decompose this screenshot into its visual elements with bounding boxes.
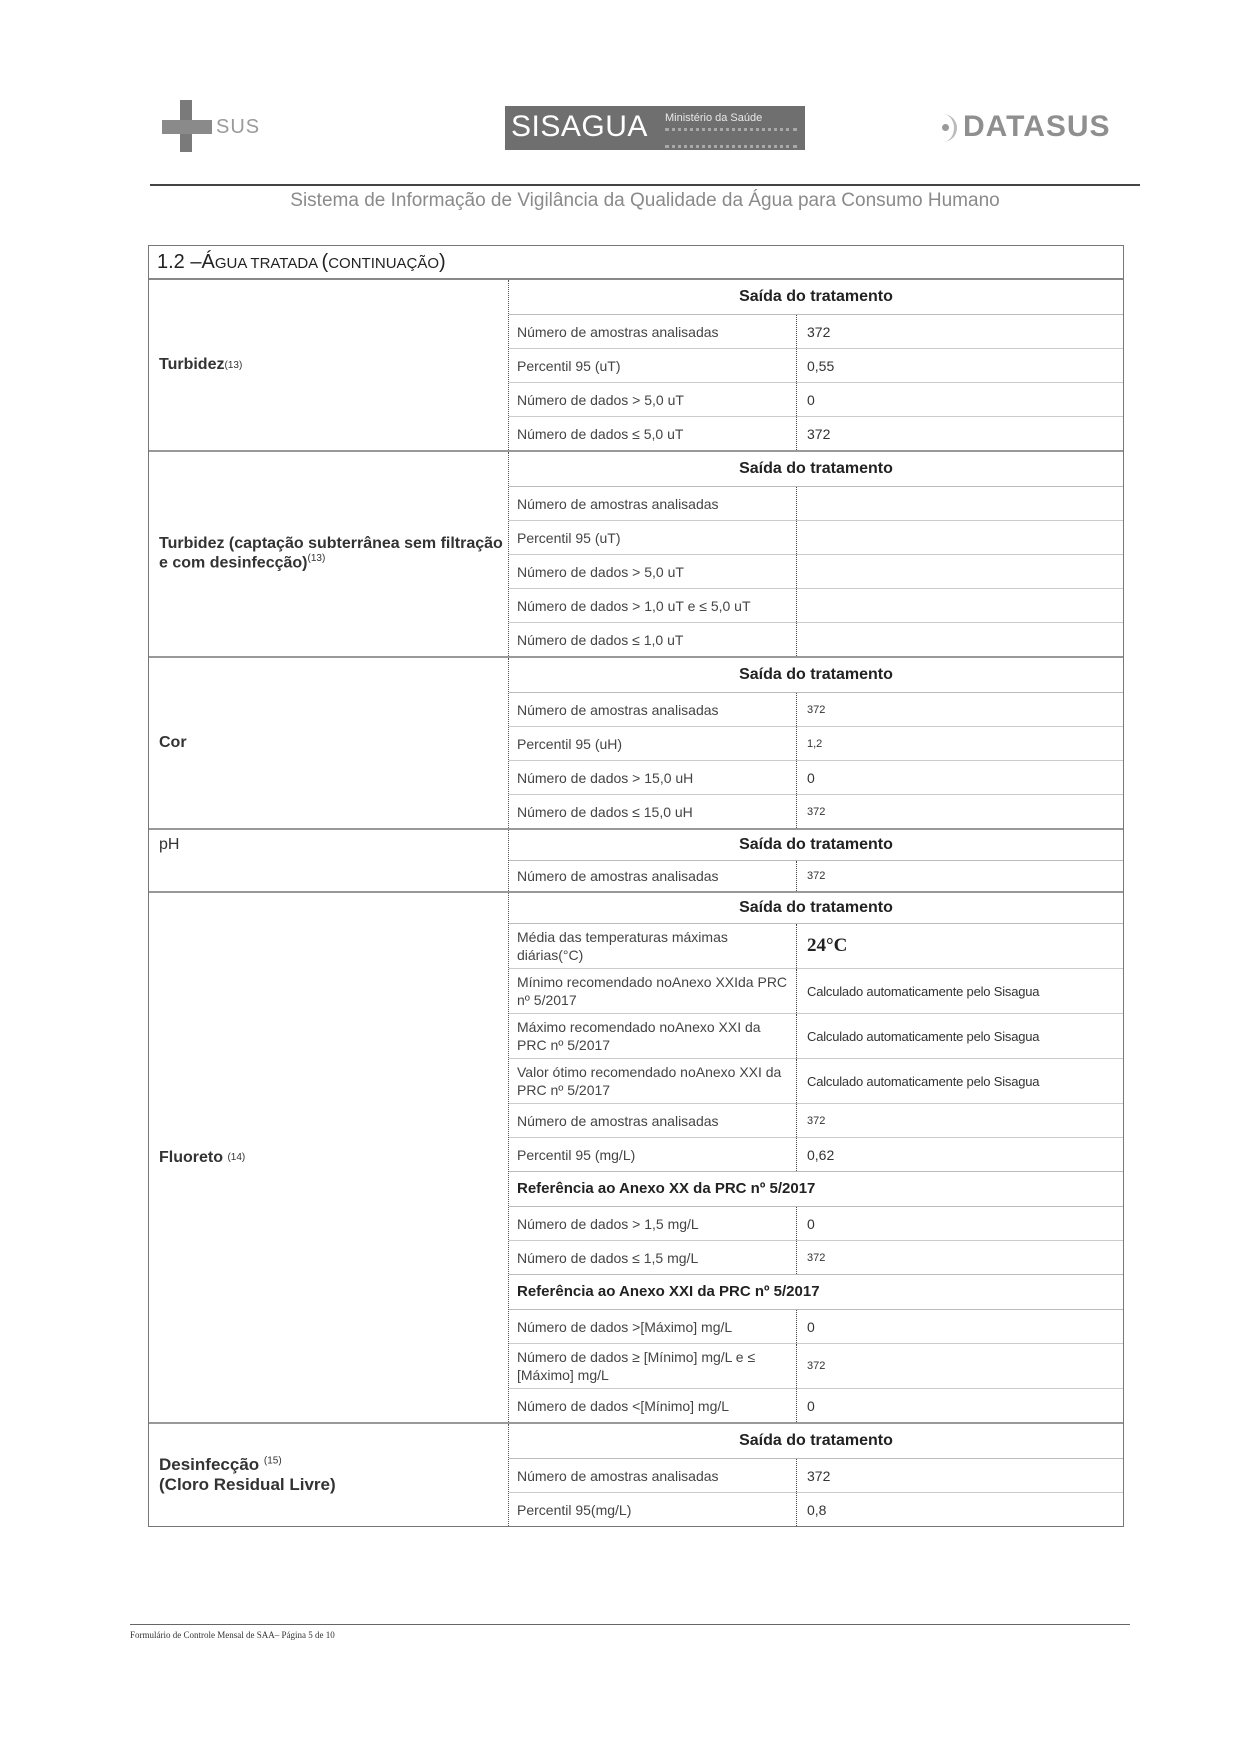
value-field[interactable]: 372	[807, 1251, 826, 1264]
parameter-label: pH	[149, 830, 509, 891]
datasus-logo	[940, 110, 1111, 144]
value-field[interactable]: 372	[807, 805, 826, 818]
value-field[interactable]: 372	[807, 1467, 831, 1484]
table-row: Número de dados ≤ 15,0 uH 372	[509, 795, 1123, 828]
table-row: Número de amostras analisadas 372	[509, 1104, 1123, 1138]
datasus-logo-text: DATASUS	[963, 110, 1111, 143]
sus-logo-text: SUS	[216, 116, 261, 138]
section-turbidez	[149, 280, 1123, 452]
page-header	[150, 98, 1130, 170]
water-quality-table	[148, 245, 1124, 1527]
parameter-label: Desinfecção $^{(15)}$ (Cloro Residual Livre)	[149, 1424, 509, 1526]
system-subtitle: Sistema de Informação de Vigilância da Qualidade da Água para Consumo Humano	[290, 190, 1000, 211]
column-heading: Saída do tratamento	[509, 452, 1123, 487]
column-heading: Saída do tratamento	[509, 893, 1123, 924]
datasus-mark-icon	[940, 114, 957, 142]
header-divider	[150, 184, 1140, 186]
value-field[interactable]: 0,55	[807, 357, 835, 374]
table-row: Percentil 95(mg/L) 0,8	[509, 1493, 1123, 1526]
table-row: Número de amostras analisadas 372	[509, 1459, 1123, 1493]
ministry-text: Ministério da Saúde	[665, 112, 763, 124]
reference-heading-anexo-xxi: Referência ao Anexo XXI da PRC nº 5/2017	[509, 1275, 1123, 1310]
table-row: Número de dados > 5,0 uT 0	[509, 383, 1123, 417]
table-row: Número de dados ≤ 1,0 uT	[509, 623, 1123, 656]
value-field[interactable]	[797, 487, 1123, 520]
table-row: Número de dados > 15,0 uH 0	[509, 761, 1123, 795]
table-row: Número de dados > 5,0 uT	[509, 555, 1123, 589]
value-field[interactable]	[797, 555, 1123, 588]
sus-logo	[158, 100, 298, 160]
table-row: Número de dados > 1,0 uT e ≤ 5,0 uT	[509, 589, 1123, 623]
table-row: Número de dados <[Mínimo] mg/L 0	[509, 1389, 1123, 1422]
parameter-label: Turbidez (captação subterrânea sem filtração e com desinfecção)$^{(13)}$	[149, 452, 509, 656]
table-row: Número de dados >[Máximo] mg/L 0	[509, 1310, 1123, 1344]
value-field[interactable]: 372	[807, 703, 826, 716]
value-field[interactable]: 372	[807, 323, 831, 340]
table-row: Número de amostras analisadas	[509, 487, 1123, 521]
column-heading: Saída do tratamento	[509, 1424, 1123, 1459]
table-row: Percentil 95 (uT) 0,55	[509, 349, 1123, 383]
section-fluoreto	[149, 893, 1123, 1424]
sisagua-logo-text: SISAGUA	[511, 110, 648, 143]
value-field[interactable]	[797, 589, 1123, 622]
value-field[interactable]: 0	[807, 1215, 815, 1232]
parameter-label: Turbidez (13)	[149, 280, 509, 450]
footer-divider	[130, 1624, 1130, 1625]
value-field: Calculado automaticamente pelo Sisagua	[807, 1073, 1040, 1089]
reference-heading-anexo-xx: Referência ao Anexo XX da PRC nº 5/2017	[509, 1172, 1123, 1207]
value-field[interactable]: 0,8	[807, 1501, 827, 1518]
table-row: Número de dados ≤ 5,0 uT 372	[509, 417, 1123, 450]
parameter-label: Cor	[149, 658, 509, 828]
page-footer: Formulário de Controle Mensal de SAA– Página 5 de 10	[130, 1630, 335, 1640]
value-field[interactable]: 372	[807, 1360, 826, 1372]
table-row: Percentil 95 (mg/L) 0,62	[509, 1138, 1123, 1172]
value-field[interactable]: 372	[807, 1114, 826, 1127]
section-title: 1.2 –ÁGUA TRATADA (CONTINUAÇÃO)	[149, 246, 1123, 280]
table-row: Percentil 95 (uT)	[509, 521, 1123, 555]
section-ph	[149, 830, 1123, 893]
value-field[interactable]	[797, 521, 1123, 554]
section-cor	[149, 658, 1123, 830]
table-row: Percentil 95 (uH) 1,2	[509, 727, 1123, 761]
sisagua-logo	[505, 106, 805, 150]
table-row: Mínimo recomendado noAnexo XXIda PRC nº 5/2017 Calculado automaticamente pelo Sisagua	[509, 969, 1123, 1014]
section-desinfeccao	[149, 1424, 1123, 1526]
logo-fine-print	[665, 128, 797, 148]
table-row: Número de dados ≤ 1,5 mg/L 372	[509, 1241, 1123, 1275]
table-row: Valor ótimo recomendado noAnexo XXI da PRC nº 5/2017 Calculado automaticamente pelo Sisagua	[509, 1059, 1123, 1104]
table-row: Número de amostras analisadas 372	[509, 861, 1123, 891]
value-field[interactable]: 1,2	[807, 737, 823, 750]
sus-cross-bar	[162, 120, 212, 134]
value-field[interactable]: 0	[807, 391, 815, 408]
parameter-label: Fluoreto (14)	[149, 893, 509, 1422]
table-row: Número de amostras analisadas 372	[509, 315, 1123, 349]
column-heading: Saída do tratamento	[509, 280, 1123, 315]
value-field[interactable]: 372	[807, 425, 831, 442]
table-row: Máximo recomendado noAnexo XXI da PRC nº 5/2017 Calculado automaticamente pelo Sisagua	[509, 1014, 1123, 1059]
table-row: Média das temperaturas máximas diárias(°C) 24°C	[509, 924, 1123, 969]
value-field[interactable]: 0,62	[807, 1146, 835, 1163]
value-field[interactable]: 0	[807, 1318, 815, 1335]
table-row: Número de amostras analisadas 372	[509, 693, 1123, 727]
value-field: Calculado automaticamente pelo Sisagua	[807, 983, 1040, 999]
column-heading: Saída do tratamento	[509, 658, 1123, 693]
table-row: Número de dados > 1,5 mg/L 0	[509, 1207, 1123, 1241]
value-field[interactable]: 24°C	[807, 935, 848, 956]
value-field[interactable]: 372	[807, 870, 826, 882]
value-field[interactable]: 0	[807, 769, 815, 786]
section-turbidez-subterranea	[149, 452, 1123, 658]
table-row: Número de dados ≥ [Mínimo] mg/L e ≤ [Máximo] mg/L 372	[509, 1344, 1123, 1389]
column-heading: Saída do tratamento	[509, 830, 1123, 861]
value-field[interactable]	[797, 623, 1123, 656]
value-field: Calculado automaticamente pelo Sisagua	[807, 1028, 1040, 1044]
value-field[interactable]: 0	[807, 1397, 815, 1414]
